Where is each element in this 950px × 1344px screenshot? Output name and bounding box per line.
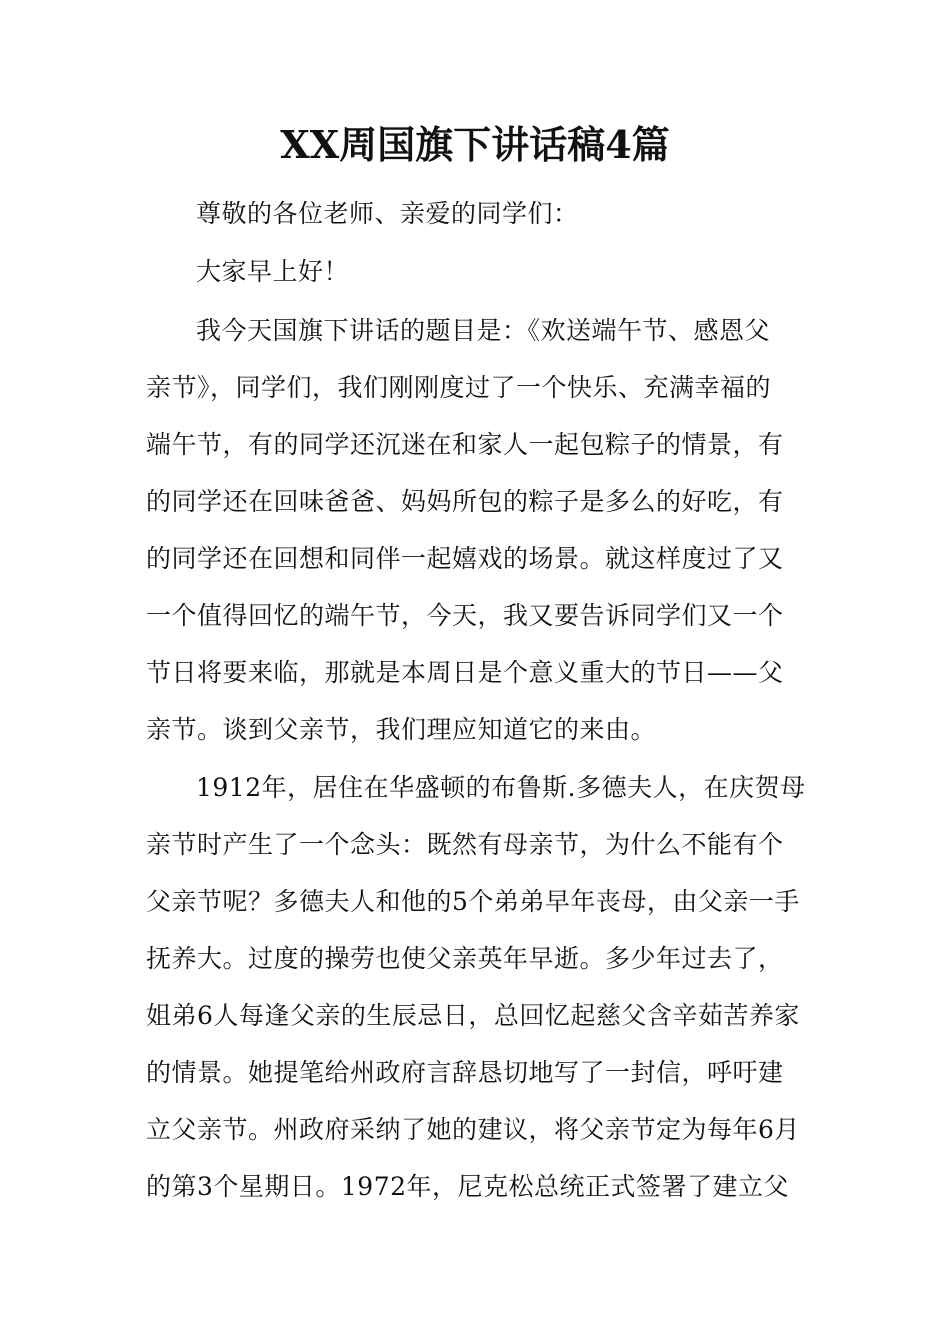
- paragraph-line: 1912年，居住在华盛顿的布鲁斯.多德夫人，在庆贺母: [196, 773, 806, 802]
- paragraph-line: 父亲节呢？多德夫人和他的5个弟弟早年丧母，由父亲一手: [146, 887, 800, 916]
- paragraph-line: 我今天国旗下讲话的题目是：《欢送端午节、感恩父: [196, 316, 771, 345]
- paragraph-line: 亲节》，同学们，我们刚刚度过了一个快乐、充满幸福的: [146, 373, 772, 402]
- paragraph-line: 的情景。她提笔给州政府言辞恳切地写了一封信，呼吁建: [146, 1058, 784, 1087]
- paragraph-line: 的第3个星期日。1972年，尼克松总统正式签署了建立父: [146, 1172, 790, 1201]
- paragraph-line: 节日将要来临，那就是本周日是个意义重大的节日——父: [146, 658, 784, 687]
- paragraph-line: 亲节。谈到父亲节，我们理应知道它的来由。: [146, 715, 657, 744]
- document-title: XX周国旗下讲话稿4篇: [280, 122, 670, 167]
- greeting: 大家早上好！: [196, 257, 350, 286]
- paragraph-line: 立父亲节。州政府采纳了她的建议，将父亲节定为每年6月: [146, 1115, 800, 1144]
- paragraph-line: 一个值得回忆的端午节，今天，我又要告诉同学们又一个: [146, 601, 784, 630]
- paragraph-line: 端午节，有的同学还沉迷在和家人一起包粽子的情景，有: [146, 430, 784, 459]
- paragraph-line: 姐弟6人每逢父亲的生辰忌日，总回忆起慈父含辛茹苦养家: [146, 1001, 800, 1030]
- salutation: 尊敬的各位老师、亲爱的同学们：: [196, 199, 579, 228]
- paragraph-line: 抚养大。过度的操劳也使父亲英年早逝。多少年过去了，: [146, 944, 784, 973]
- paragraph-line: 的同学还在回想和同伴一起嬉戏的场景。就这样度过了又: [146, 544, 784, 573]
- paragraph-line: 的同学还在回味爸爸、妈妈所包的粽子是多么的好吃，有: [146, 487, 784, 516]
- paragraph-line: 亲节时产生了一个念头：既然有母亲节，为什么不能有个: [146, 830, 784, 859]
